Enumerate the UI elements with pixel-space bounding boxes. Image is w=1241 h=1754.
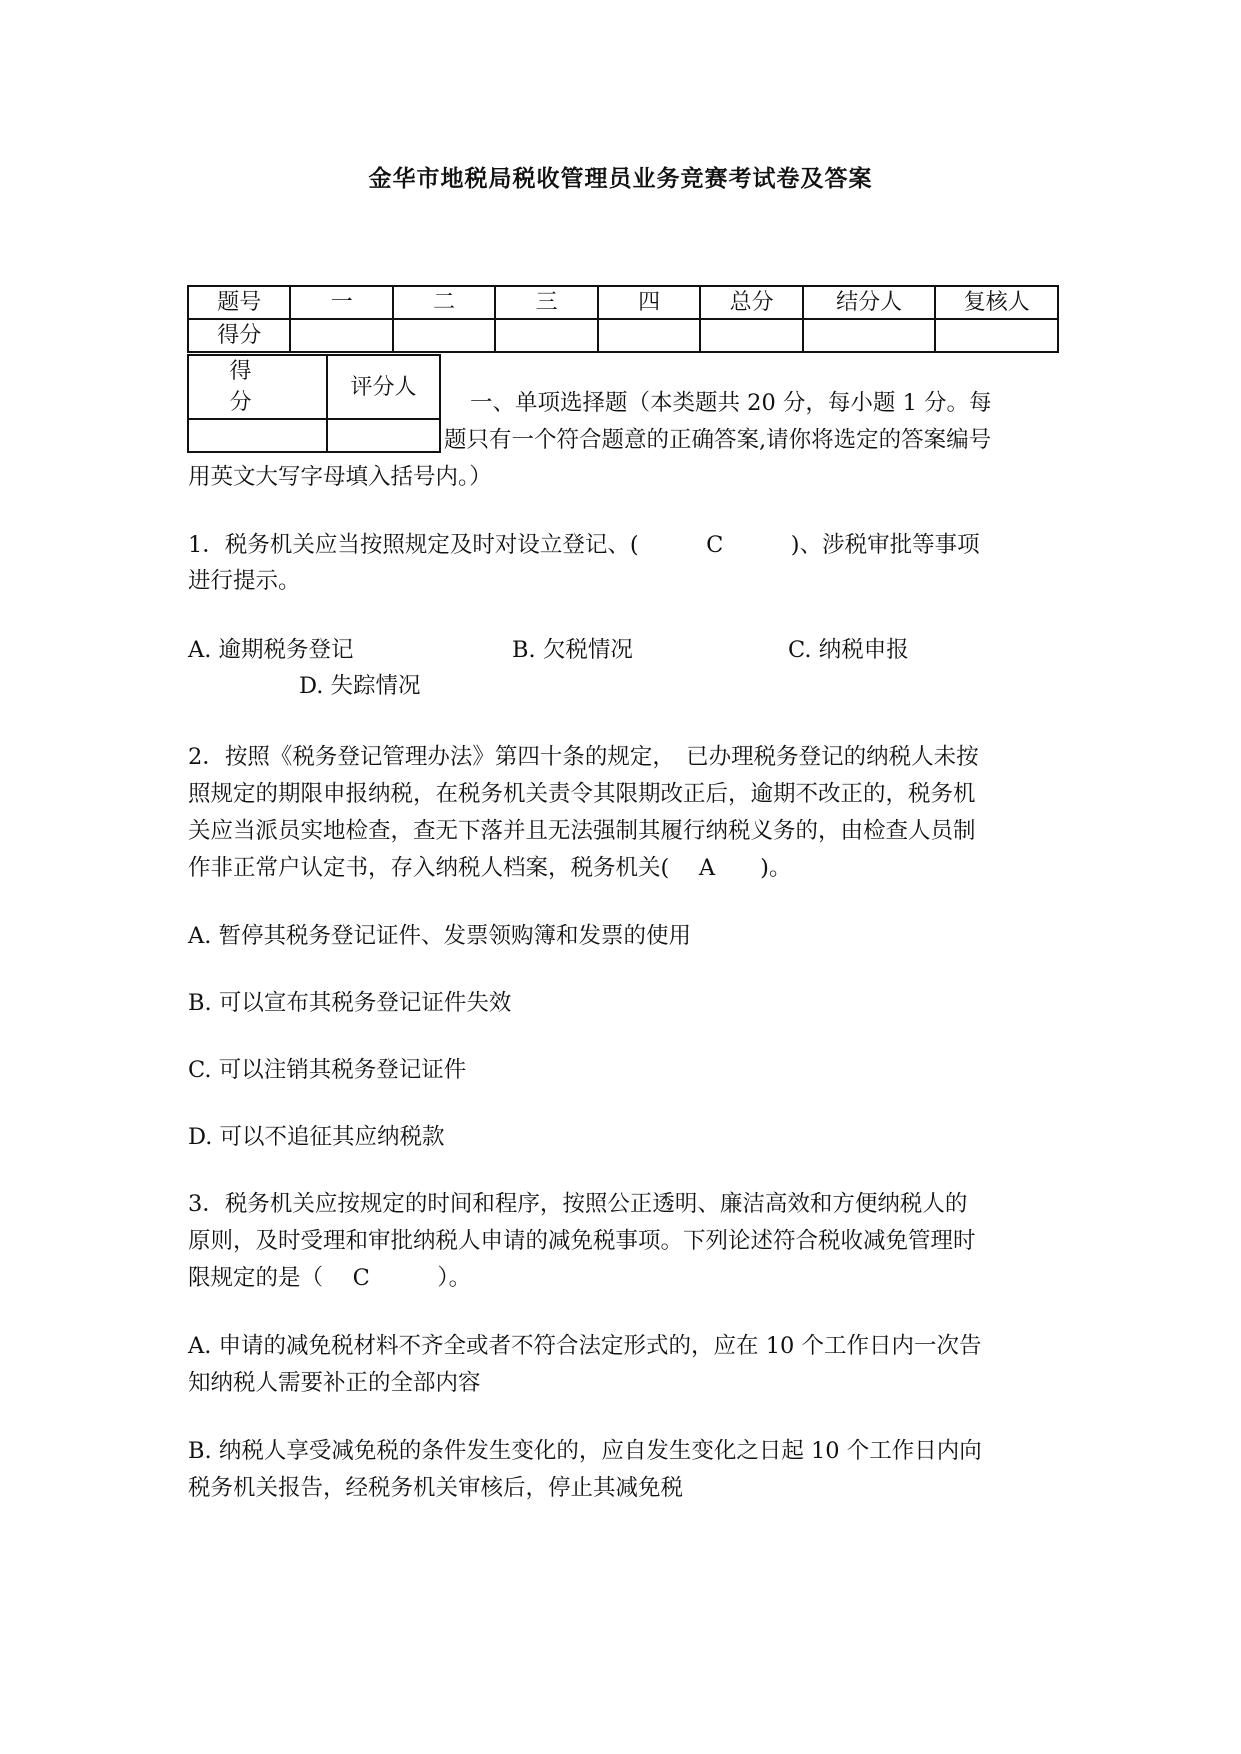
- question-2-option-b: B. 可以宣布其税务登记证件失效: [188, 990, 512, 1016]
- score-cell[interactable]: [290, 319, 392, 352]
- section-heading-line-1: 一、单项选择题（本类题共 20 分，每小题 1 分。每: [470, 390, 992, 416]
- score-cell[interactable]: [700, 319, 802, 352]
- question-3-stem-line: 3．税务机关应按规定的时间和程序，按照公正透明、廉洁高效和方便纳税人的: [188, 1191, 968, 1217]
- score-header-cell: 总分: [700, 286, 802, 319]
- document-title: 金华市地税局税收管理员业务竞赛考试卷及答案: [368, 166, 873, 192]
- question-3-option-a-line: 知纳税人需要补正的全部内容: [188, 1370, 481, 1396]
- question-1-option-b: B. 欠税情况: [512, 637, 633, 663]
- question-3-option-a-line: A. 申请的减免税材料不齐全或者不符合法定形式的，应在 10 个工作日内一次告: [188, 1333, 982, 1359]
- question-3-stem-line: 原则，及时受理和审批纳税人申请的减免税事项。下列论述符合税收减免管理时: [188, 1228, 976, 1254]
- question-2-option-a: A. 暂停其税务登记证件、发票领购簿和发票的使用: [188, 923, 692, 949]
- question-1-option-a: A. 逾期税务登记: [188, 637, 354, 663]
- grader-name-label: 评分人: [327, 355, 440, 419]
- score-header-cell: 结分人: [803, 286, 936, 319]
- score-header-cell: 复核人: [935, 286, 1058, 319]
- question-2-stem-line: 照规定的期限申报纳税，在税务机关责令其限期改正后，逾期不改正的，税务机: [188, 781, 976, 807]
- question-2-stem-line: 作非正常户认定书，存入纳税人档案，税务机关( A )。: [188, 855, 792, 881]
- question-2-option-c: C. 可以注销其税务登记证件: [188, 1057, 467, 1083]
- score-table-header-row: [188, 286, 1058, 319]
- grader-table: [187, 354, 441, 453]
- score-cell[interactable]: [803, 319, 936, 352]
- question-2-stem-line: 2．按照《税务登记管理办法》第四十条的规定， 已办理税务登记的纳税人未按: [188, 744, 979, 770]
- question-1-option-d: D. 失踪情况: [299, 673, 421, 699]
- score-table-score-row: [188, 319, 1058, 352]
- question-3-option-b-line: B. 纳税人享受减免税的条件发生变化的，应自发生变化之日起 10 个工作日内向: [188, 1438, 982, 1464]
- score-cell[interactable]: [598, 319, 700, 352]
- score-row-label: 得分: [188, 319, 290, 352]
- score-cell[interactable]: [495, 319, 597, 352]
- grader-name-cell[interactable]: [327, 419, 440, 452]
- question-1-stem-line: 进行提示。: [188, 568, 301, 594]
- section-heading-line-3: 用英文大写字母填入括号内。）: [188, 464, 492, 490]
- grader-table-header-row: [188, 355, 440, 419]
- grader-score-cell[interactable]: [188, 419, 327, 452]
- question-3-option-b-line: 税务机关报告，经税务机关审核后，停止其减免税: [188, 1475, 684, 1501]
- grader-score-label: 得 分: [188, 355, 327, 419]
- question-1-stem-line: 1．税务机关应当按照规定及时对设立登记、( C )、涉税审批等事项: [188, 532, 980, 558]
- score-header-cell: 一: [290, 286, 392, 319]
- question-1-option-c: C. 纳税申报: [788, 637, 909, 663]
- score-cell[interactable]: [935, 319, 1058, 352]
- question-3-stem-line: 限规定的是（ C ）。: [188, 1265, 472, 1291]
- score-header-cell: 三: [495, 286, 597, 319]
- score-table: [187, 285, 1059, 353]
- score-header-cell: 二: [393, 286, 495, 319]
- score-header-cell: 题号: [188, 286, 290, 319]
- question-2-option-d: D. 可以不追征其应纳税款: [188, 1124, 445, 1150]
- score-header-cell: 四: [598, 286, 700, 319]
- section-heading-line-2: 题只有一个符合题意的正确答案,请你将选定的答案编号: [444, 427, 992, 453]
- question-2-stem-line: 关应当派员实地检查，查无下落并且无法强制其履行纳税义务的，由检查人员制: [188, 818, 976, 844]
- grader-table-value-row: [188, 419, 440, 452]
- score-cell[interactable]: [393, 319, 495, 352]
